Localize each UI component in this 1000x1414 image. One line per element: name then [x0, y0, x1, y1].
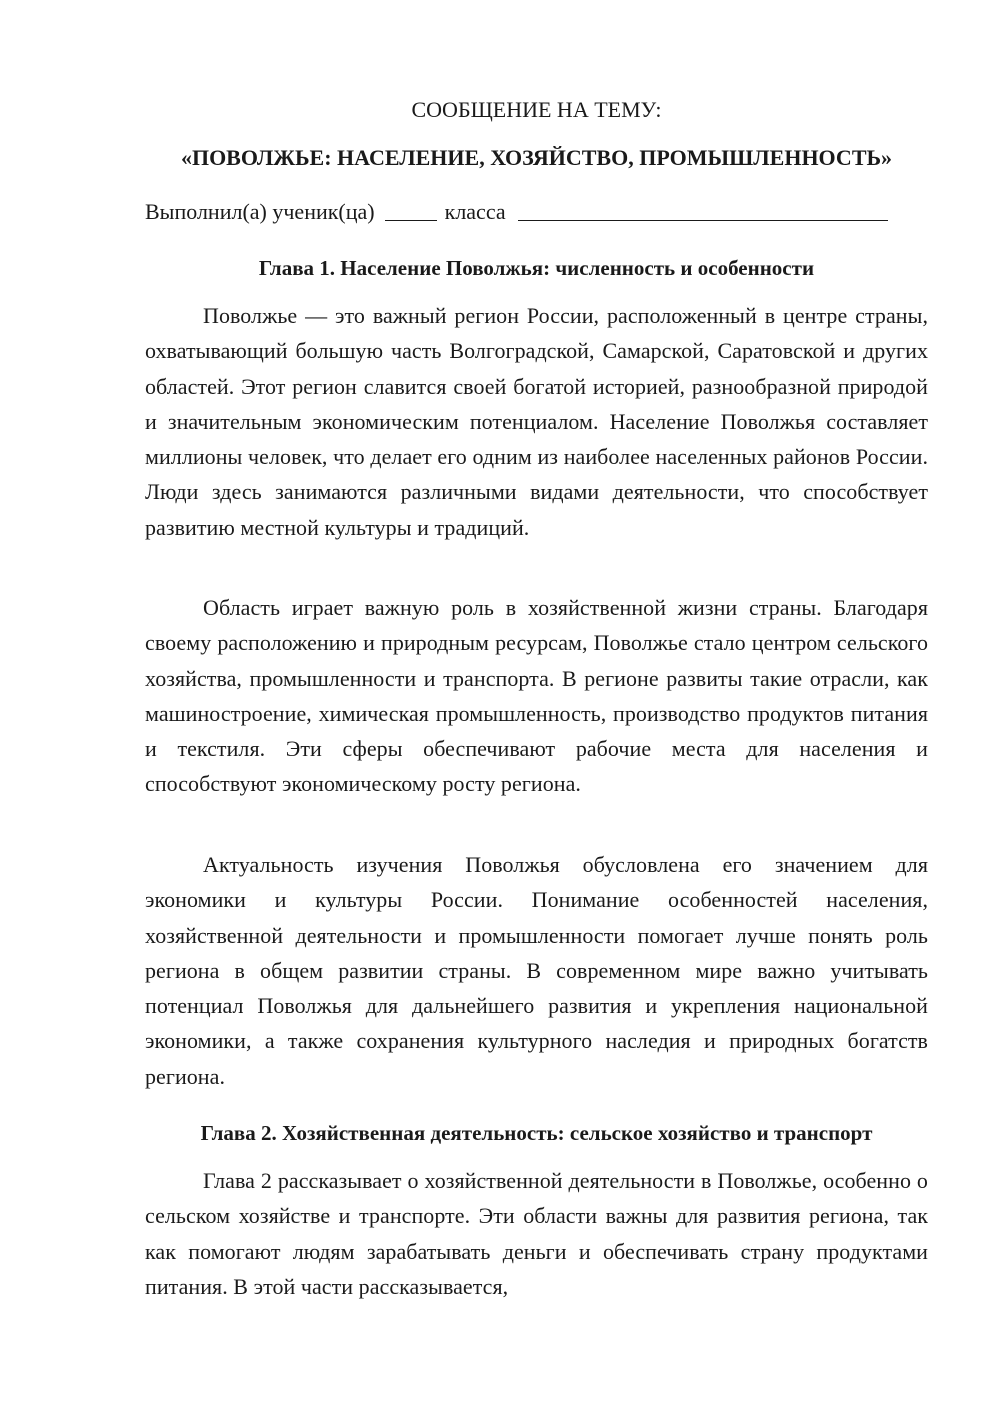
grade-blank	[385, 196, 437, 221]
chapter-2-heading: Глава 2. Хозяйственная деятельность: сельское хозяйство и транспорт	[200, 1121, 873, 1145]
class-label: класса	[444, 199, 506, 224]
author-line	[145, 194, 928, 230]
author-prefix: Выполнил(а) ученик(ца)	[145, 199, 375, 224]
name-blank	[518, 196, 888, 221]
chapter-2-paragraph: Глава 2 рассказывает о хозяйственной деятельности в Поволжье, особенно о сельском хозяйстве и транспорте. Эти области важны для развития региона, так как помогают людям зарабатывать деньги и обеспечивать страну продуктами питания. В этой части рассказывается,	[145, 1168, 928, 1299]
chapter-1-paragraph: Область играет важную роль в хозяйственной жизни страны. Благодаря своему расположению и природным ресурсам, Поволжье стало центром сельского хозяйства, промышленности и транспорта. В регионе развиты такие отрасли, как машиностроение, химическая промышленность, производство продуктов питания и текстиля. Эти сферы обеспечивают рабочие места для населения и способствуют экономическому росту региона.	[145, 595, 928, 797]
topic-line: СООБЩЕНИЕ НА ТЕМУ:	[411, 97, 662, 122]
chapter-1-paragraph: Поволжье — это важный регион России, расположенный в центре страны, охватывающий большую часть Волгоградской, Самарской, Саратовской и других областей. Этот регион славится своей богатой историей, разнообразной природой и значительным экономическим потенциалом. Население Поволжья составляет миллионы человек, что делает его одним из наиболее населенных районов России. Люди здесь занимаются различными видами деятельности, что способствует развитию местной культуры и традиций.	[145, 303, 928, 540]
document-title: «ПОВОЛЖЬЕ: НАСЕЛЕНИЕ, ХОЗЯЙСТВО, ПРОМЫШЛЕННОСТЬ»	[180, 145, 893, 170]
chapter-1-heading: Глава 1. Население Поволжья: численность и особенности	[258, 256, 815, 280]
chapter-1-paragraph: Актуальность изучения Поволжья обусловлена его значением для экономики и культуры России. Понимание особенностей населения, хозяйственной деятельности и промышленности помогает лучше понять роль региона в общем развитии страны. В современном мире важно учитывать потенциал Поволжья для дальнейшего развития и укрепления национальной экономики, а также сохранения культурного наследия и природных богатств региона.	[145, 852, 928, 1089]
